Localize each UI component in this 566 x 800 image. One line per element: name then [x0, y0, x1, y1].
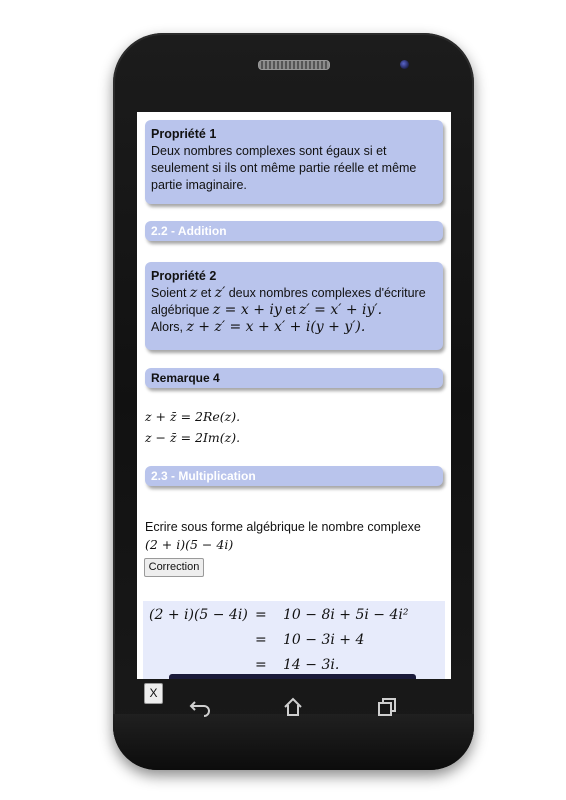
- remarque-4-header: Remarque 4: [145, 368, 443, 388]
- calc-equals-1: =: [255, 607, 267, 623]
- recent-apps-icon[interactable]: [372, 692, 402, 722]
- exercise-expression: (2 + i)(5 − 4i): [145, 537, 234, 552]
- calc-lhs: (2 + i)(5 − 4i): [149, 607, 248, 623]
- correction-panel: [143, 601, 445, 679]
- section-addition-header: 2.2 - Addition: [145, 221, 443, 241]
- speaker-grille: [258, 60, 330, 70]
- correction-button[interactable]: Correction: [144, 558, 204, 577]
- remarque-equation-1: z + z̄ = 2Re(z).: [145, 409, 241, 424]
- property-2-line-2: [151, 302, 437, 319]
- calc-rhs-2: 10 − 3i + 4: [283, 632, 365, 648]
- section-multiplication-header: 2.3 - Multiplication: [145, 466, 443, 486]
- remarque-equation-2: z − z̄ = 2Im(z).: [145, 430, 241, 445]
- calc-rhs-3: 14 − 3i.: [283, 657, 340, 673]
- phone-frame: [113, 33, 474, 770]
- text-segment: et: [197, 286, 215, 300]
- property-2-line-3: [151, 319, 437, 336]
- property-1-box: [145, 120, 443, 204]
- calc-rhs-1: 10 − 8i + 5i − 4i²: [283, 607, 409, 623]
- property-1-text: Deux nombres complexes sont égaux si et seulement si ils ont même partie réelle et même partie imaginaire.: [151, 144, 417, 192]
- property-2-box: [145, 262, 443, 350]
- text-segment: et: [281, 303, 300, 317]
- navigation-bar: [113, 679, 474, 735]
- screen: [137, 112, 451, 700]
- text-segment: algébrique: [151, 303, 213, 317]
- exercise-text: Ecrire sous forme algébrique le nombre complexe: [145, 520, 421, 534]
- calc-equals-3: =: [255, 657, 267, 673]
- property-2-title: Propriété 2: [151, 269, 217, 283]
- close-correction-button[interactable]: X: [144, 683, 163, 704]
- math-z: z: [189, 285, 198, 301]
- text-segment: deux nombres complexes d'écriture: [225, 286, 426, 300]
- text-segment: Soient: [151, 286, 190, 300]
- calc-equals-2: =: [255, 632, 267, 648]
- text-segment: Alors,: [151, 320, 187, 334]
- back-icon[interactable]: [185, 692, 215, 722]
- math-equation: z + z′ = x + x′ + i(y + y′).: [186, 319, 366, 335]
- property-2-line-1: [151, 285, 437, 302]
- math-equation: z′ = x′ + iy′.: [299, 302, 383, 318]
- math-equation: z = x + iy: [212, 302, 282, 318]
- front-camera: [400, 60, 409, 69]
- home-icon[interactable]: [278, 692, 308, 722]
- math-z-prime: z′: [214, 285, 226, 301]
- property-1-title: Propriété 1: [151, 127, 217, 141]
